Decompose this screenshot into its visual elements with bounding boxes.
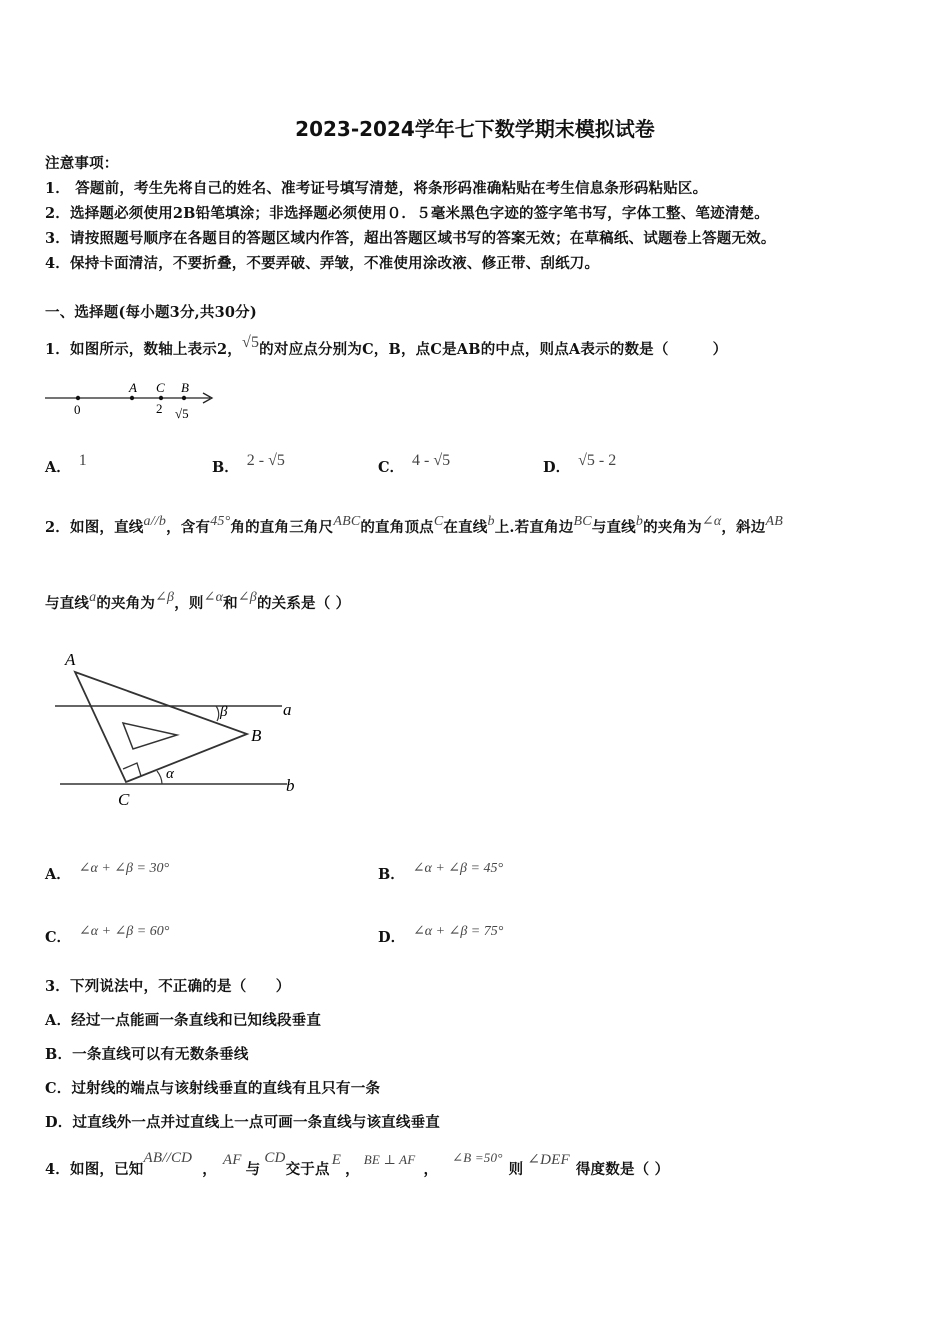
q3-option-a[interactable]: A．经过一点能画一条直线和已知线段垂直 [45,1012,322,1029]
q2-option-c[interactable]: C． ∠α + ∠β = 60° [45,924,170,946]
point-C [159,396,163,400]
label-alpha: α [166,766,174,782]
label-0: 0 [74,402,81,417]
q1-option-c[interactable]: C． 4 - √5 [378,452,451,476]
question-3-stem: 3．下列说法中，不正确的是（ ） [45,978,291,995]
label-A: A [65,650,76,669]
question-1-stem: 1．如图所示，数轴上表示2，√5的对应点分别为C，B，点C是AB的中点，则点A表示的数是（ ） [45,334,728,358]
point-A [130,396,134,400]
q1-option-d[interactable]: D． √5 - 2 [543,452,617,476]
label-B: B [181,380,189,395]
triangle-abc [75,672,247,782]
label-beta: β [220,704,228,720]
q2-option-a[interactable]: A． ∠α + ∠β = 30° [45,861,170,883]
point-B [182,396,186,400]
label-line-b: b [286,776,295,795]
label-2: 2 [156,401,163,416]
label-B: B [251,726,262,745]
q2-option-b[interactable]: B． ∠α + ∠β = 45° [378,861,504,883]
q3-option-c[interactable]: C．过射线的端点与该射线垂直的直线有且只有一条 [45,1080,381,1097]
q3-option-d[interactable]: D．过直线外一点并过直线上一点可画一条直线与该直线垂直 [45,1114,440,1131]
notice-heading: 注意事项： [45,155,119,172]
notice-item: 1． 答题前，考生先将自己的姓名、准考证号填写清楚，将条形码准确粘贴在考生信息条形码粘贴区。 [45,180,708,197]
notice-item: 4．保持卡面清洁，不要折叠，不要弄破、弄皱，不准使用涂改液、修正带、刮纸刀。 [45,255,600,272]
q3-option-b[interactable]: B．一条直线可以有无数条垂线 [45,1046,249,1063]
triangle-parallel-lines-figure [50,645,310,815]
point-0 [76,396,80,400]
q1-option-a[interactable]: A． 1 [45,452,87,476]
label-C: C [156,380,165,395]
q2-option-d[interactable]: D． ∠α + ∠β = 75° [378,924,504,946]
notice-item: 3．请按照题号顺序在各题目的答题区域内作答，超出答题区域书写的答案无效；在草稿纸、试题卷上答题无效。 [45,230,776,247]
label-A: A [129,380,137,395]
question-2-stem-line2: 与直线a的夹角为∠β，则∠α和∠β的关系是（ ） [45,590,351,612]
question-4-stem: 4．如图，已知AB//CD，AF与CD交于点E，BE ⊥ AF，∠B =50°则∠DEF得度数是（ ） [45,1150,670,1178]
number-line-figure [42,378,222,426]
question-2-stem-line1: 2．如图，直线a//b，含有45°角的直角三角尺ABC的直角顶点C在直线b上.若直角边BC与直线b的夹角为∠α，斜边AB [45,514,783,536]
q1-option-b[interactable]: B． 2 - √5 [212,452,285,476]
angle-alpha-arc [157,771,162,784]
notice-item: 2．选择题必须使用2B铅笔填涂；非选择题必须使用０．５毫米黑色字迹的签字笔书写，字体工整、笔迹清楚。 [45,205,769,222]
angle-beta-arc [216,706,219,721]
section-heading: 一、选择题(每小题3分,共30分) [45,304,257,321]
triangle-cutout [123,723,177,749]
label-line-a: a [283,700,292,719]
right-angle-mark [123,763,141,776]
label-sqrt5: √5 [175,406,189,421]
label-C: C [118,790,130,809]
page-title: 2023-2024学年七下数学期末模拟试卷 [295,117,655,141]
